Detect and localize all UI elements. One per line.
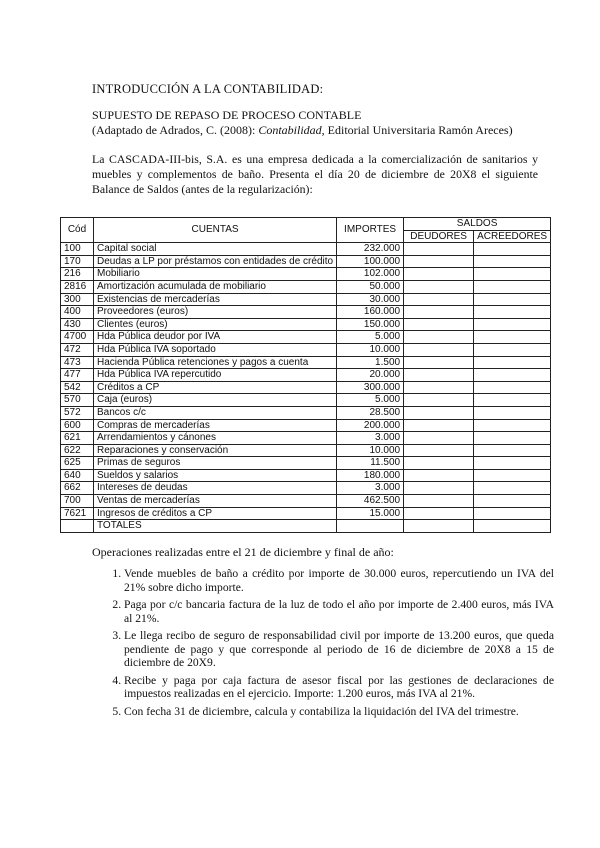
row-cod: 542 (61, 381, 94, 394)
table-row (61, 432, 551, 445)
row-importe: 160.000 (337, 306, 404, 319)
row-deudores (404, 444, 474, 457)
row-importe: 200.000 (337, 419, 404, 432)
row-acreedores (474, 406, 551, 419)
row-importe: 100.000 (337, 255, 404, 268)
source-citation (92, 123, 513, 138)
row-acreedores (474, 280, 551, 293)
table-row (61, 243, 551, 256)
row-deudores (404, 306, 474, 319)
table-row (61, 268, 551, 281)
row-acreedores (474, 268, 551, 281)
row-cod: 4700 (61, 331, 94, 344)
row-cuenta: Bancos c/c (94, 406, 337, 419)
totals-acreedores (474, 520, 551, 533)
row-deudores (404, 507, 474, 520)
row-importe: 3.000 (337, 482, 404, 495)
intro-paragraph: La CASCADA-III-bis, S.A. es una empresa dedicada a la comercialización de sanitarios y muebles y complementos de baño. Presenta el día 20 de diciembre de 20X8 el siguiente Balance de Saldos (antes de la regularización): (92, 152, 538, 196)
row-cod: 473 (61, 356, 94, 369)
table-row (61, 381, 551, 394)
table-row (61, 356, 551, 369)
row-acreedores (474, 381, 551, 394)
table-row (61, 255, 551, 268)
row-cod: 472 (61, 343, 94, 356)
row-acreedores (474, 306, 551, 319)
row-cuenta: Hda Pública deudor por IVA (94, 331, 337, 344)
row-deudores (404, 356, 474, 369)
row-acreedores (474, 255, 551, 268)
row-cod: 662 (61, 482, 94, 495)
row-cod: 572 (61, 406, 94, 419)
row-cuenta: Créditos a CP (94, 381, 337, 394)
row-cod: 430 (61, 318, 94, 331)
row-importe: 1.500 (337, 356, 404, 369)
row-importe: 5.000 (337, 331, 404, 344)
row-acreedores (474, 482, 551, 495)
table-row (61, 369, 551, 382)
row-cod: 300 (61, 293, 94, 306)
operation-item: 4. Recibe y paga por caja factura de asesor fiscal por las gestiones de declaraciones de impuestos realizadas en el ejercicio. Importe: 1.200 euros, más IVA al 21%. (124, 674, 554, 701)
row-cuenta: Mobiliario (94, 268, 337, 281)
row-deudores (404, 432, 474, 445)
row-importe: 28.500 (337, 406, 404, 419)
row-acreedores (474, 495, 551, 508)
row-deudores (404, 381, 474, 394)
row-cuenta: Ingresos de créditos a CP (94, 507, 337, 520)
row-cod: 700 (61, 495, 94, 508)
row-importe: 50.000 (337, 280, 404, 293)
row-cuenta: Hda Pública IVA repercutido (94, 369, 337, 382)
row-acreedores (474, 343, 551, 356)
row-cod: 600 (61, 419, 94, 432)
page-title: INTRODUCCIÓN A LA CONTABILIDAD: (92, 82, 324, 96)
row-importe: 3.000 (337, 432, 404, 445)
table-row (61, 318, 551, 331)
row-cuenta: Intereses de deudas (94, 482, 337, 495)
row-importe: 5.000 (337, 394, 404, 407)
row-deudores (404, 406, 474, 419)
row-importe: 11.500 (337, 457, 404, 470)
row-acreedores (474, 444, 551, 457)
row-cod: 216 (61, 268, 94, 281)
row-cod: 625 (61, 457, 94, 470)
row-deudores (404, 331, 474, 344)
header-saldos: SALDOS (404, 218, 551, 231)
header-cod: Cód (61, 218, 94, 243)
totals-importe (337, 520, 404, 533)
row-acreedores (474, 331, 551, 344)
row-cod: 2816 (61, 280, 94, 293)
balance-rows (61, 243, 551, 520)
row-deudores (404, 293, 474, 306)
row-importe: 150.000 (337, 318, 404, 331)
table-row (61, 394, 551, 407)
header-acreedores: ACREEDORES (474, 230, 551, 243)
source-prefix: (Adaptado de Adrados, C. (2008): (92, 123, 259, 137)
row-cuenta: Amortización acumulada de mobiliario (94, 280, 337, 293)
row-acreedores (474, 507, 551, 520)
row-importe: 462.500 (337, 495, 404, 508)
row-deudores (404, 243, 474, 256)
table-row (61, 495, 551, 508)
row-deudores (404, 280, 474, 293)
row-cuenta: Existencias de mercaderías (94, 293, 337, 306)
row-cuenta: Compras de mercaderías (94, 419, 337, 432)
table-row (61, 406, 551, 419)
operation-item: 3. Le llega recibo de seguro de responsabilidad civil por importe de 13.200 euros, que queda pendiente de pago y que corresponde al periodo de 16 de diciembre de 20X8 a 15 de diciembre de 20X9. (124, 629, 554, 670)
table-row (61, 507, 551, 520)
table-row (61, 482, 551, 495)
row-cod: 7621 (61, 507, 94, 520)
row-importe: 102.000 (337, 268, 404, 281)
row-cuenta: Reparaciones y conservación (94, 444, 337, 457)
row-cuenta: Arrendamientos y cánones (94, 432, 337, 445)
totals-label: TOTALES (94, 520, 337, 533)
operation-item: 1. Vende muebles de baño a crédito por importe de 30.000 euros, repercutiendo un IVA del 21% sobre dicho importe. (124, 567, 554, 594)
row-acreedores (474, 318, 551, 331)
balance-table (60, 217, 551, 533)
source-book-title: Contabilidad (258, 123, 322, 137)
row-acreedores (474, 419, 551, 432)
row-acreedores (474, 369, 551, 382)
row-importe: 10.000 (337, 444, 404, 457)
operations-list (108, 567, 554, 722)
row-cod: 570 (61, 394, 94, 407)
row-acreedores (474, 394, 551, 407)
row-deudores (404, 318, 474, 331)
row-acreedores (474, 457, 551, 470)
row-cuenta: Ventas de mercaderías (94, 495, 337, 508)
row-importe: 30.000 (337, 293, 404, 306)
row-deudores (404, 394, 474, 407)
row-cuenta: Sueldos y salarios (94, 469, 337, 482)
table-row (61, 457, 551, 470)
row-cod: 622 (61, 444, 94, 457)
row-deudores (404, 482, 474, 495)
table-row (61, 331, 551, 344)
row-cuenta: Caja (euros) (94, 394, 337, 407)
operations-intro: Operaciones realizadas entre el 21 de diciembre y final de año: (92, 545, 394, 559)
operation-item: 2. Paga por c/c bancaria factura de la luz de todo el año por importe de 2.400 euros, más IVA al 21%. (124, 598, 554, 625)
totals-deudores (404, 520, 474, 533)
row-importe: 232.000 (337, 243, 404, 256)
row-deudores (404, 255, 474, 268)
source-suffix: , Editorial Universitaria Ramón Areces) (321, 123, 513, 137)
row-deudores (404, 268, 474, 281)
row-cuenta: Proveedores (euros) (94, 306, 337, 319)
row-deudores (404, 469, 474, 482)
header-deudores: DEUDORES (404, 230, 474, 243)
header-importes: IMPORTES (337, 218, 404, 243)
row-importe: 20.000 (337, 369, 404, 382)
table-row (61, 419, 551, 432)
row-importe: 10.000 (337, 343, 404, 356)
totals-row (61, 520, 551, 533)
row-cod: 621 (61, 432, 94, 445)
row-cuenta: Clientes (euros) (94, 318, 337, 331)
row-cuenta: Primas de seguros (94, 457, 337, 470)
table-row (61, 444, 551, 457)
table-row (61, 280, 551, 293)
row-deudores (404, 495, 474, 508)
row-cuenta: Hacienda Pública retenciones y pagos a cuenta (94, 356, 337, 369)
row-deudores (404, 457, 474, 470)
row-importe: 180.000 (337, 469, 404, 482)
table-row (61, 469, 551, 482)
row-acreedores (474, 356, 551, 369)
row-acreedores (474, 469, 551, 482)
row-importe: 300.000 (337, 381, 404, 394)
row-cod: 400 (61, 306, 94, 319)
table-row (61, 306, 551, 319)
row-cuenta: Capital social (94, 243, 337, 256)
header-cuentas: CUENTAS (94, 218, 337, 243)
row-cuenta: Deudas a LP por préstamos con entidades de crédito (94, 255, 337, 268)
row-deudores (404, 343, 474, 356)
row-importe: 15.000 (337, 507, 404, 520)
exercise-subtitle: SUPUESTO DE REPASO DE PROCESO CONTABLE (92, 108, 362, 122)
operation-item: 5. Con fecha 31 de diciembre, calcula y contabiliza la liquidación del IVA del trimestre. (124, 705, 554, 719)
row-deudores (404, 369, 474, 382)
row-cod: 100 (61, 243, 94, 256)
row-deudores (404, 419, 474, 432)
row-cuenta: Hda Pública IVA soportado (94, 343, 337, 356)
row-acreedores (474, 293, 551, 306)
row-cod: 170 (61, 255, 94, 268)
table-row (61, 343, 551, 356)
row-cod: 640 (61, 469, 94, 482)
row-acreedores (474, 243, 551, 256)
row-acreedores (474, 432, 551, 445)
row-cod: 477 (61, 369, 94, 382)
table-row (61, 293, 551, 306)
